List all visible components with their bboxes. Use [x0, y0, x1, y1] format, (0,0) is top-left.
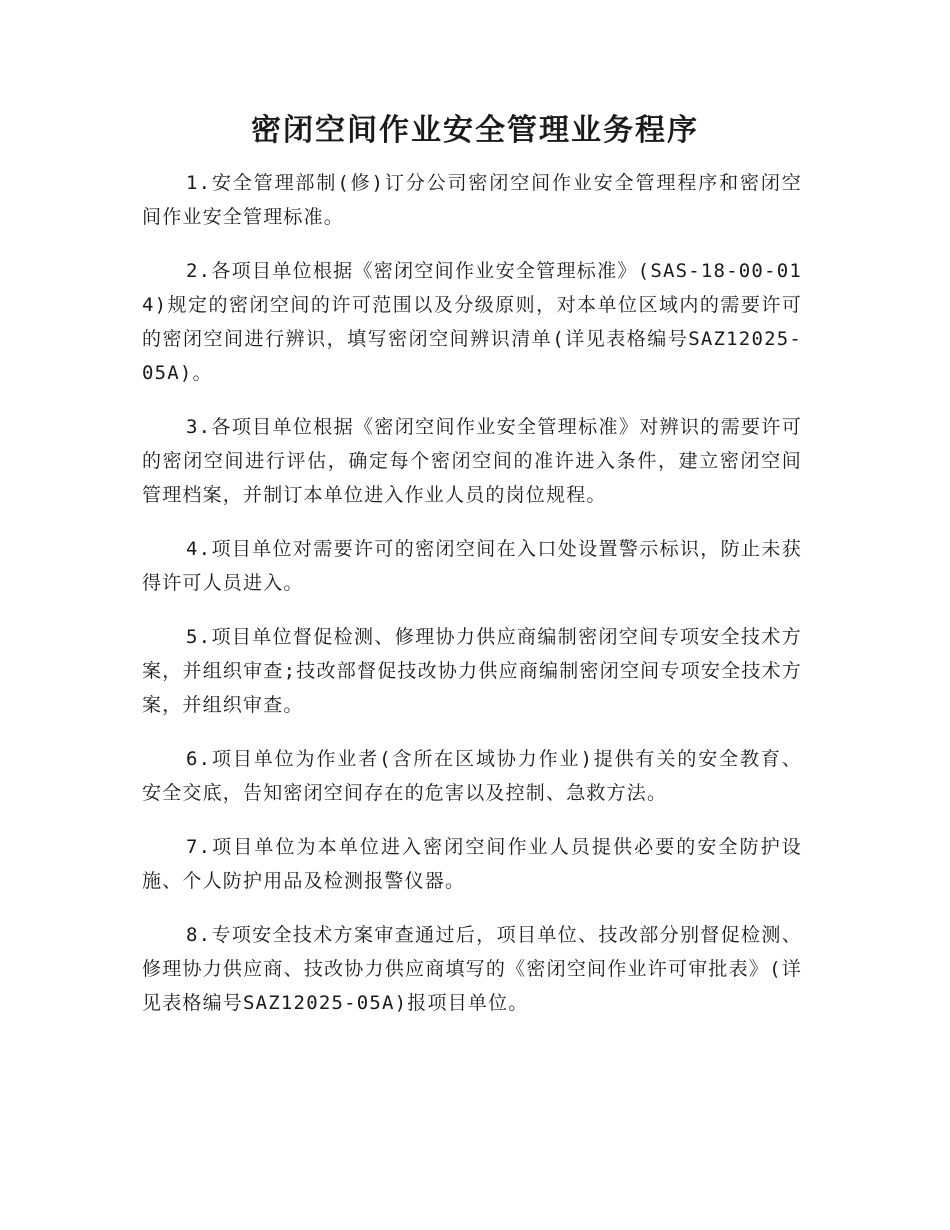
paragraph-2: 2.各项目单位根据《密闭空间作业安全管理标准》(SAS-18-00-014)规定的密闭空间的许可范围以及分级原则，对本单位区域内的需要许可的密闭空间进行辨识，填写密闭空间辨识清单(详见表格编号SAZ12025-05A)。: [142, 260, 802, 384]
paragraph-5: 5.项目单位督促检测、修理协力供应商编制密闭空间专项安全技术方案，并组织审查;技改部督促技改协力供应商编制密闭空间专项安全技术方案，并组织审查。: [142, 626, 802, 716]
paragraph-1: 1.安全管理部制(修)订分公司密闭空间作业安全管理程序和密闭空间作业安全管理标准。: [142, 172, 802, 228]
document-title: 密闭空间作业安全管理业务程序: [251, 113, 699, 148]
document-body: [142, 166, 802, 1040]
paragraph-8: 8.专项安全技术方案审查通过后，项目单位、技改部分别督促检测、修理协力供应商、技改协力供应商填写的《密闭空间作业许可审批表》(详见表格编号SAZ12025-05A)报项目单位。: [142, 924, 802, 1014]
paragraph-6: 6.项目单位为作业者(含所在区域协力作业)提供有关的安全教育、安全交底，告知密闭空间存在的危害以及控制、急救方法。: [142, 748, 802, 804]
paragraph-3: 3.各项目单位根据《密闭空间作业安全管理标准》对辨识的需要许可的密闭空间进行评估，确定每个密闭空间的准许进入条件，建立密闭空间管理档案，并制订本单位进入作业人员的岗位规程。: [142, 416, 802, 506]
paragraph-4: 4.项目单位对需要许可的密闭空间在入口处设置警示标识，防止未获得许可人员进入。: [142, 538, 802, 594]
paragraph-7: 7.项目单位为本单位进入密闭空间作业人员提供必要的安全防护设施、个人防护用品及检测报警仪器。: [142, 836, 802, 892]
